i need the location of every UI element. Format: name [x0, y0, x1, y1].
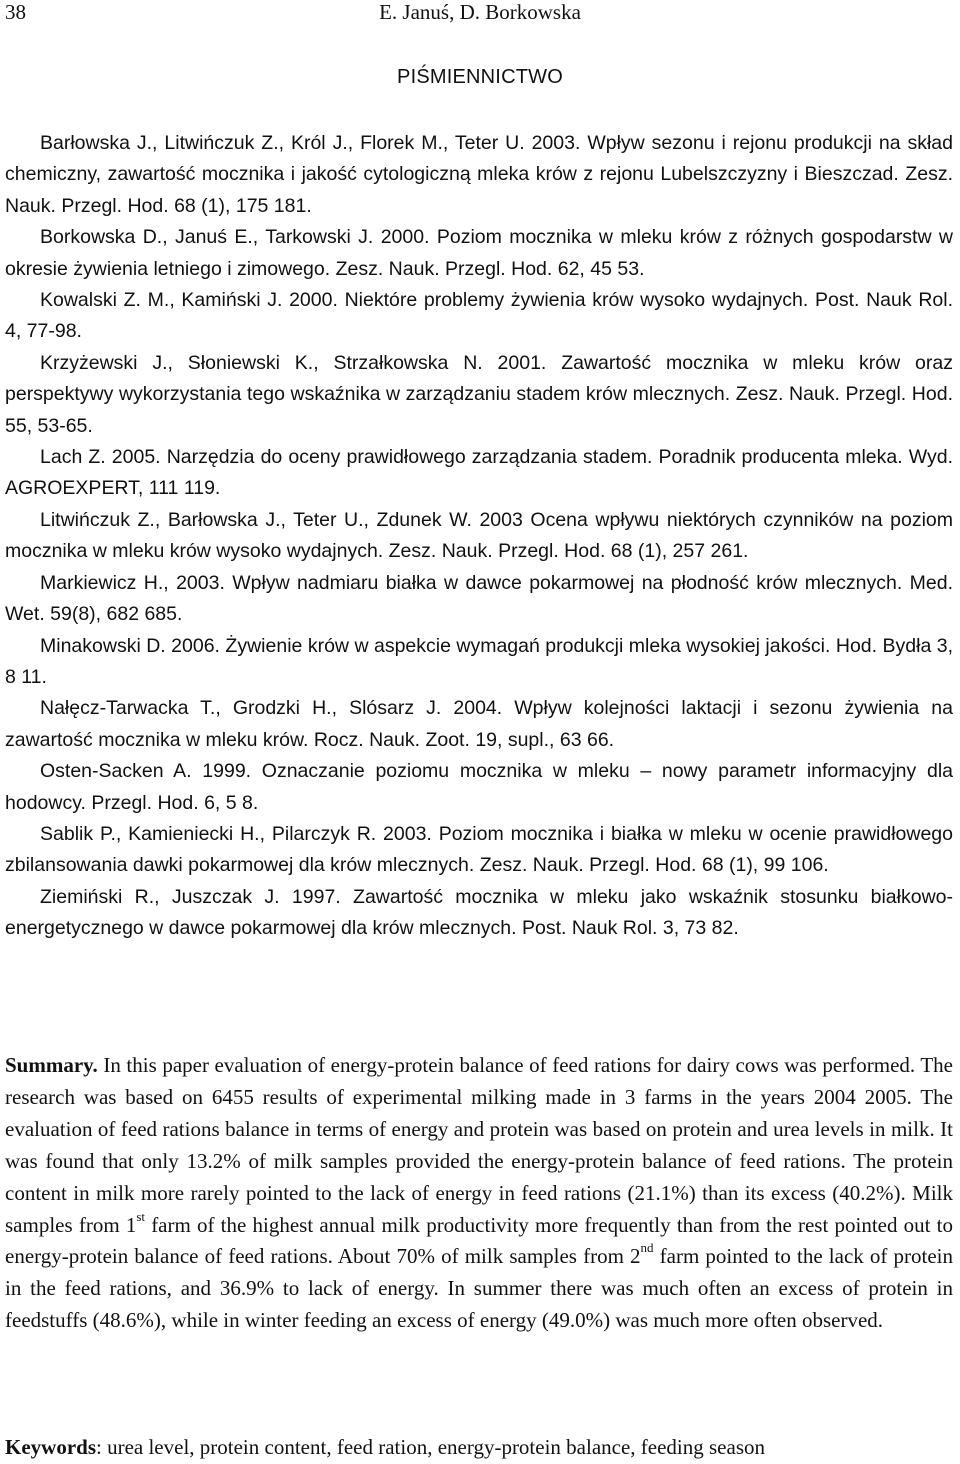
reference-item: Nałęcz-Tarwacka T., Grodzki H., Slósarz J. 2004. Wpływ kolejności laktacji i sezonu żywienia na zawartość mocznika w mleku krów. Rocz. Nauk. Zoot. 19, supl., 63 66.	[5, 697, 953, 751]
section-title: PIŚMIENNICTWO	[397, 66, 563, 88]
reference-list	[5, 128, 953, 945]
reference-item: Osten-Sacken A. 1999. Oznaczanie poziomu mocznika w mleku – nowy parametr informacyjny dla hodowcy. Przegl. Hod. 6, 5 8.	[5, 760, 953, 814]
summary-sup-2: nd	[640, 1240, 654, 1256]
reference-item: Minakowski D. 2006. Żywienie krów w aspekcie wymagań produkcji mleka wysokiej jakości. Hod. Bydła 3, 8 11.	[5, 634, 953, 688]
page-header	[0, 0, 960, 26]
running-head: E. Januś, D. Borkowska	[379, 0, 581, 24]
summary-paragraph	[5, 1050, 953, 1337]
keywords-text: : urea level, protein content, feed ration, energy-protein balance, feeding season	[96, 1435, 765, 1459]
reference-item: Lach Z. 2005. Narzędzia do oceny prawidłowego zarządzania stadem. Poradnik producenta mleka. Wyd. AGROEXPERT, 111 119.	[5, 446, 953, 500]
summary-sup-1: st	[136, 1208, 146, 1224]
reference-item: Ziemiński R., Juszczak J. 1997. Zawartość mocznika w mleku jako wskaźnik stosunku białkowo-energetycznego w dawce pokarmowej dla krów mlecznych. Post. Nauk Rol. 3, 73 82.	[5, 885, 953, 940]
reference-item: Barłowska J., Litwińczuk Z., Król J., Florek M., Teter U. 2003. Wpływ sezonu i rejonu produkcji na skład chemiczny, zawartość mocznika i jakość cytologiczną mleka krów z rejonu Lubelszczyzny i Bieszczad. Zesz. Nauk. Przegl. Hod. 68 (1), 175 181.	[5, 132, 953, 217]
keywords-label: Keywords	[5, 1435, 96, 1459]
summary-text-2: farm of the highest annual milk productivity more frequently than from the rest pointed out to energy-protein balance of feed rations. About 70% of milk samples from 2	[5, 1212, 954, 1269]
summary-text-1: In this paper evaluation of energy-protein balance of feed rations for dairy cows was performed. The research was based on 6455 results of experimental milking made in 3 farms in the years 2004 2005. The evaluation of feed rations balance in terms of energy and protein was based on protein and urea levels in milk. It was found that only 13.2% of milk samples provided the energy-protein balance of feed rations. The protein content in milk more rarely pointed to the lack of energy in feed rations (21.1%) than its excess (40.2%). Milk samples from 1	[5, 1053, 953, 1237]
reference-item: Sablik P., Kamieniecki H., Pilarczyk R. 2003. Poziom mocznika i białka w mleku w ocenie prawidłowego zbilansowania dawki pokarmowej dla krów mlecznych. Zesz. Nauk. Przegl. Hod. 68 (1), 99 106.	[5, 822, 953, 877]
reference-item: Krzyżewski J., Słoniewski K., Strzałkowska N. 2001. Zawartość mocznika w mleku krów oraz perspektywy wykorzystania tego wskaźnika w zarządzaniu stadem krów mlecznych. Zesz. Nauk. Przegl. Hod. 55, 53-65.	[5, 351, 953, 437]
reference-item: Markiewicz H., 2003. Wpływ nadmiaru białka w dawce pokarmowej na płodność krów mlecznych. Med. Wet. 59(8), 682 685.	[5, 571, 953, 626]
summary-label: Summary.	[5, 1053, 98, 1077]
reference-item: Kowalski Z. M., Kamiński J. 2000. Niektóre problemy żywienia krów wysoko wydajnych. Post. Nauk Rol. 4, 77-98.	[5, 289, 953, 343]
reference-item: Borkowska D., Januś E., Tarkowski J. 2000. Poziom mocznika w mleku krów z różnych gospodarstw w okresie żywienia letniego i zimowego. Zesz. Nauk. Przegl. Hod. 62, 45 53.	[5, 226, 953, 280]
reference-item: Litwińczuk Z., Barłowska J., Teter U., Zdunek W. 2003 Ocena wpływu niektórych czynników na poziom mocznika w mleku krów wysoko wydajnych. Zesz. Nauk. Przegl. Hod. 68 (1), 257 261.	[5, 508, 953, 563]
page-number: 38	[5, 0, 26, 24]
keywords-line	[5, 1432, 953, 1462]
summary-text-3: farm pointed to the lack of protein in the feed rations, and 36.9% to lack of energy. In summer there was much often an excess of protein in feedstuffs (48.6%), while in winter feeding an excess of energy (49.0%) was much more often observed.	[5, 1244, 953, 1333]
